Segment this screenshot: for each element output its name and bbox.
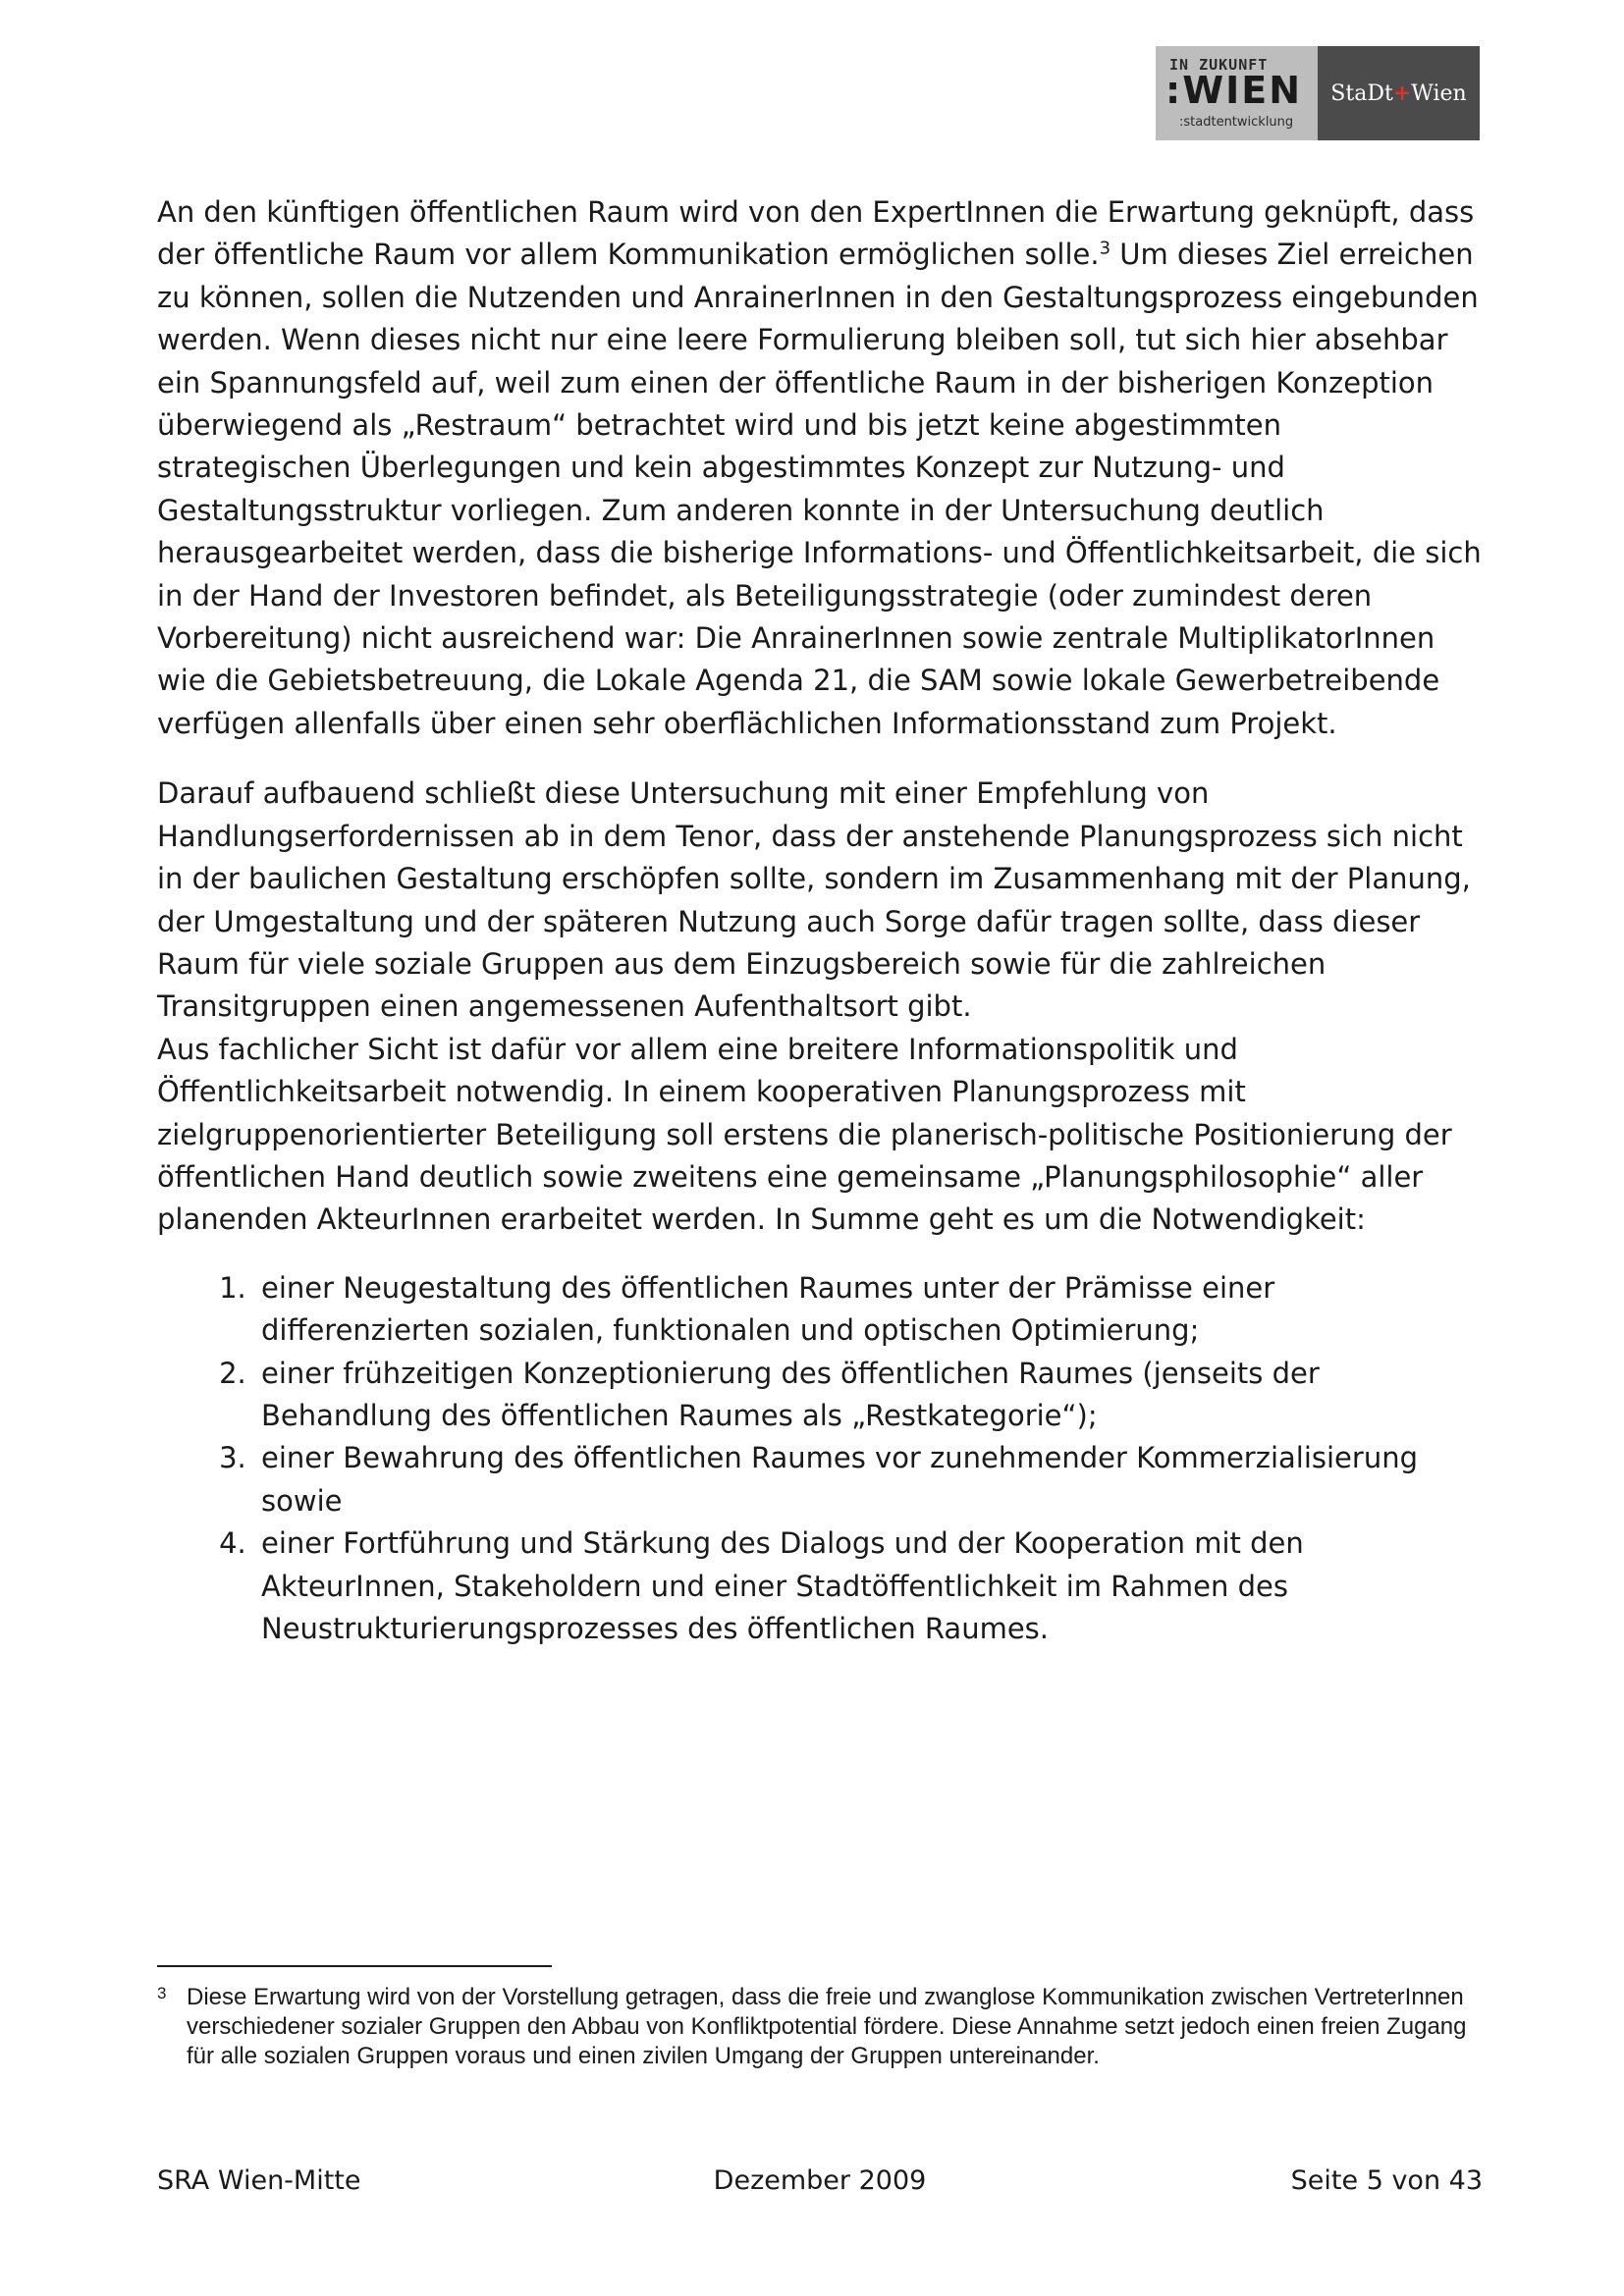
logo-top-text: IN ZUKUNFT [1169, 56, 1269, 74]
footnote-reference: 3 [1099, 238, 1111, 259]
logo-main-text: :WIEN [1165, 69, 1303, 112]
logo-stadt-wien [1318, 46, 1480, 140]
logo-city-b: Wien [1411, 81, 1467, 106]
footnote [157, 1983, 1483, 2071]
paragraph-2: Darauf aufbauend schließt diese Untersuchung mit einer Empfehlung von Handlungserfordernissen ab in dem Tenor, dass der anstehende Planungsprozess sich nicht in der baulichen Gestaltung erschöpfen sollte, sondern im Zusammenhang mit der Planung, der Umgestaltung und der späteren Nutzung auch Sorge dafür tragen sollte, dass dieser Raum für viele soziale Gruppen aus dem Einzugsbereich sowie für die zahlreichen Transitgruppen einen angemessenen Aufenthaltsort gibt. [157, 776, 1471, 1024]
paragraph-1-text-a: An den künftigen öffentlichen Raum wird von den ExpertInnen die Erwartung geknüpft, dass der öffentliche Raum vor allem Kommunikation ermöglichen solle. [157, 195, 1475, 272]
logo [1156, 46, 1480, 140]
list-item: 3. einer Bewahrung des öffentlichen Raumes vor zunehmender Kommerzialisierung sowie [255, 1437, 1483, 1522]
logo-zukunft-wien [1156, 46, 1318, 140]
requirements-list [157, 1267, 1483, 1651]
main-content [157, 191, 1483, 1650]
paragraph-1 [157, 191, 1483, 745]
footnote-mark: 3 [157, 1984, 167, 2002]
paragraph-3: Aus fachlicher Sicht ist dafür vor allem eine breitere Informationspolitik und Öffentlichkeitsarbeit notwendig. In einem kooperativen Planungsprozess mit zielgruppenorientierter Beteiligung soll erstens die planerisch-politische Positionierung der öffentlichen Hand deutlich sowie zweitens eine gemeinsame „Planungsphilosophie“ aller planenden AkteurInnen erarbeitet werden. In Summe geht es um die Notwendigkeit: [157, 1032, 1452, 1237]
logo-city-text [1330, 80, 1466, 106]
list-item: 1. einer Neugestaltung des öffentlichen Raumes unter der Prämisse einer differenzierten sozialen, funktionalen und optischen Optimierung; [255, 1267, 1483, 1353]
list-item: 4. einer Fortführung und Stärkung des Dialogs und der Kooperation mit den AkteurInnen, Stakeholdern und einer Stadtöffentlichkeit im Rahmen des Neustrukturierungsprozesses des öffentlichen Raumes. [255, 1522, 1483, 1650]
logo-city-a: StaDt [1330, 81, 1393, 106]
footnote-divider [157, 1965, 552, 1967]
footer-page-number: Seite 5 von 43 [1290, 2165, 1483, 2196]
logo-cross-icon: + [1392, 80, 1412, 106]
footer-date: Dezember 2009 [713, 2165, 927, 2196]
logo-sub-text: :stadtentwicklung [1179, 115, 1294, 130]
footer-document-title: SRA Wien-Mitte [157, 2165, 361, 2196]
list-item: 2. einer frühzeitigen Konzeptionierung des öffentlichen Raumes (jenseits der Behandlung des öffentlichen Raumes als „Restkategorie“); [255, 1353, 1483, 1438]
paragraph-1-text-b: Um dieses Ziel erreichen zu können, sollen die Nutzenden und AnrainerInnen in den Gestaltungsprozess eingebunden werden. Wenn dieses nicht nur eine leere Formulierung bleiben soll, tut sich hier absehbar ein Spannungsfeld auf, weil zum einen der öffentliche Raum in der bisherigen Konzeption überwiegend als „Restraum“ betrachtet wird und bis jetzt keine abgestimmten strategischen Überlegungen und kein abgestimmtes Konzept zur Nutzung- und Gestaltungsstruktur vorliegen. Zum anderen konnte in der Untersuchung deutlich herausgearbeitet werden, dass die bisherige Informations- und Öffentlichkeitsarbeit, die sich in der Hand der Investoren befindet, als Beteiligungsstrategie (oder zumindest deren Vorbereitung) nicht ausreichend war: Die AnrainerInnen sowie zentrale MultiplikatorInnen wie die Gebietsbetreuung, die Lokale Agenda 21, die SAM sowie lokale Gewerbetreibende verfügen allenfalls über einen sehr oberflächlichen Informationsstand zum Projekt. [157, 238, 1482, 740]
footnote-text: Diese Erwartung wird von der Vorstellung getragen, dass die freie und zwanglose Kommunikation zwischen VertreterInnen verschiedener sozialer Gruppen den Abbau von Konfliktpotential fördere. Diese Annahme setzt jedoch einen freien Zugang für alle sozialen Gruppen voraus und einen zivilen Umgang der Gruppen untereinander. [187, 1984, 1467, 2069]
